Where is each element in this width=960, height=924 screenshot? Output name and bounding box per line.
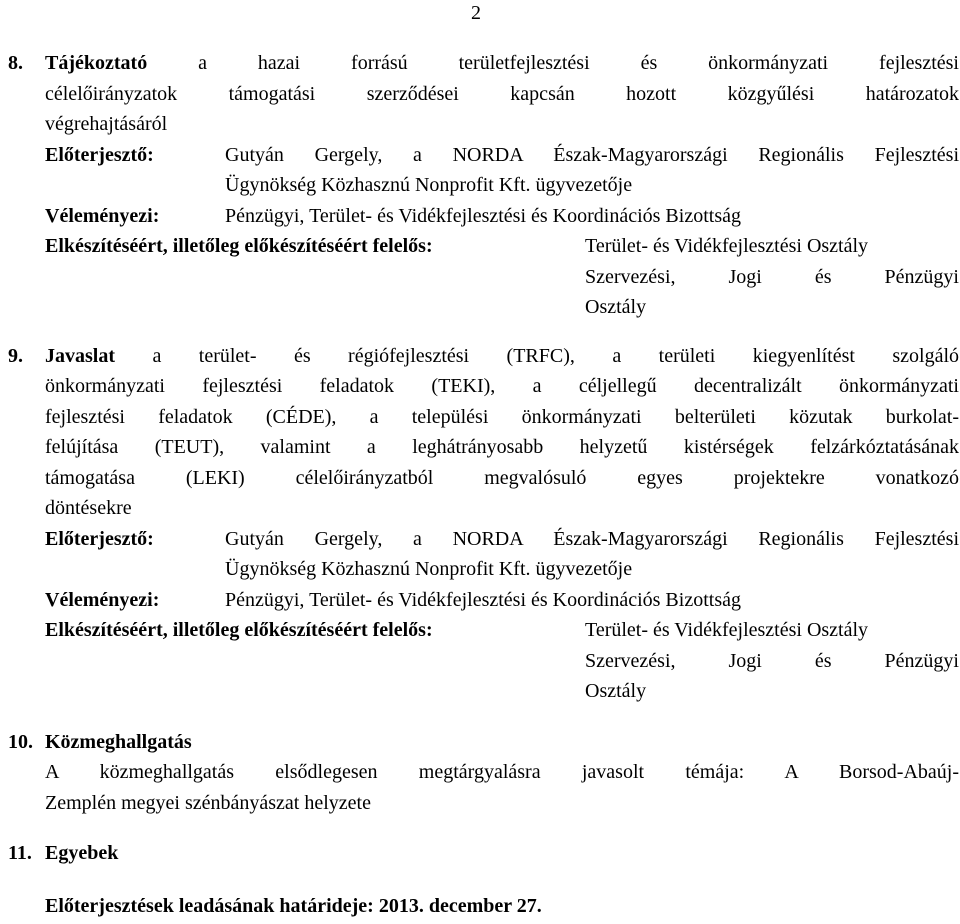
responsible-value (585, 615, 959, 707)
item-text-line: felújítása (TEUT), valamint a leghátrányosabb helyzetű kistérségek felzárkóztatásának (45, 436, 959, 458)
item-number: 8. (8, 52, 23, 74)
item-title: Tájékoztató (45, 52, 148, 74)
presenter-line: Gutyán Gergely, a NORDA Észak-Magyarországi Regionális Fejlesztési (225, 527, 959, 550)
presenter-row (45, 524, 959, 585)
presenter-line: Ügynökség Közhasznú Nonprofit Kft. ügyvezetője (225, 558, 633, 580)
item-title-line (45, 48, 959, 79)
reviewer-label: Véleményezi: (45, 588, 160, 611)
presenter-value (225, 140, 959, 201)
presenter-line: Ügynökség Közhasznú Nonprofit Kft. ügyvezetője (225, 174, 633, 196)
responsible-line: Terület- és Vidékfejlesztési Osztály (585, 235, 869, 257)
item-title-text: a terület- és régiófejlesztési (TRFC), a területi kiegyenlítést szolgáló (152, 344, 960, 367)
responsible-line: Szervezési, Jogi és Pénzügyi (585, 649, 959, 672)
reviewer-value: Pénzügyi, Terület- és Vidékfejlesztési és Koordinációs Bizottság (225, 204, 741, 227)
presenter-label: Előterjesztő: (45, 143, 154, 166)
submission-deadline: Előterjesztések leadásának határideje: 2013. december 27. (45, 894, 542, 917)
responsible-line: Terület- és Vidékfejlesztési Osztály (585, 619, 869, 641)
reviewer-label: Véleményezi: (45, 204, 160, 227)
item-number: 9. (8, 344, 23, 367)
item-text-line: döntésekre (45, 497, 132, 519)
agenda-item-10 (8, 727, 959, 819)
presenter-line: Gutyán Gergely, a NORDA Észak-Magyarországi Regionális Fejlesztési (225, 143, 959, 166)
reviewer-row (45, 201, 959, 232)
item-text-line: A közmeghallgatás elsődlegesen megtárgyalásra javasolt témája: A Borsod-Abaúj- (45, 761, 959, 783)
presenter-value (225, 524, 959, 585)
page-number: 2 (471, 2, 481, 24)
presenter-label: Előterjesztő: (45, 527, 154, 550)
responsible-label: Elkészítéséért, illetőleg előkészítéséért felelős: (45, 235, 433, 257)
agenda-item-9 (8, 341, 960, 707)
presenter-row (45, 140, 959, 201)
item-body (45, 838, 959, 869)
agenda-item-11 (8, 838, 956, 869)
reviewer-row (45, 585, 959, 616)
item-body (45, 341, 959, 707)
item-number: 11. (8, 842, 32, 864)
item-title-line: célelőirányzatok támogatási szerződései kapcsán hozott közgyűlési határozatok (45, 82, 959, 105)
item-title: Közmeghallgatás (45, 730, 192, 753)
responsible-value (585, 231, 959, 323)
responsible-row (45, 615, 959, 707)
responsible-line: Osztály (585, 680, 647, 702)
item-title-text: a hazai forrású területfejlesztési és önkormányzati fejlesztési (198, 52, 959, 74)
item-number: 10. (8, 730, 33, 753)
item-title: Javaslat (45, 344, 115, 367)
responsible-line: Szervezési, Jogi és Pénzügyi (585, 265, 959, 288)
item-body (45, 48, 959, 323)
item-text-line: önkormányzati fejlesztési feladatok (TEKI), a céljellegű decentralizált önkormányzati (45, 375, 959, 397)
item-body (45, 727, 959, 819)
reviewer-value: Pénzügyi, Terület- és Vidékfejlesztési és Koordinációs Bizottság (225, 588, 741, 611)
responsible-line: Osztály (585, 296, 647, 318)
item-title: Egyebek (45, 842, 119, 864)
responsible-row (45, 231, 959, 323)
item-text-line: támogatása (LEKI) célelőirányzatból megvalósuló egyes projektekre vonatkozó (45, 466, 959, 489)
item-title-line (45, 341, 959, 372)
item-text-line: Zemplén megyei szénbányászat helyzete (45, 791, 371, 814)
item-text-line: fejlesztési feladatok (CÉDE), a települési önkormányzati belterületi közutak burkolat- (45, 405, 959, 428)
item-title-line: végrehajtásáról (45, 113, 168, 135)
agenda-page (8, 48, 960, 921)
responsible-label: Elkészítéséért, illetőleg előkészítéséért felelős: (45, 619, 433, 641)
agenda-item-8 (8, 48, 959, 323)
